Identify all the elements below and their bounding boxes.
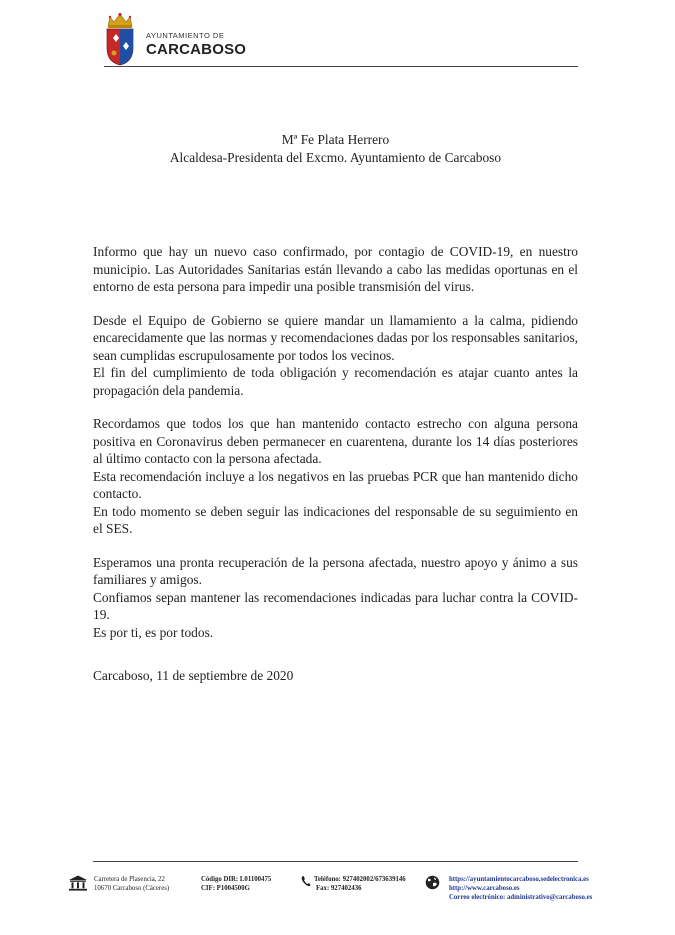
email-link[interactable]: Correo electrónico: administrativo@carcaboso.es [449,894,593,901]
signer-name: Mª Fe Plata Herrero [281,132,390,147]
web-link[interactable]: https://ayuntamientocarcaboso.sedelectronica.es [449,876,589,883]
org-subtitle: AYUNTAMIENTO DE [146,31,225,40]
org-name: CARCABOSO [146,41,247,58]
footer-web [449,875,592,902]
letterhead [104,12,578,68]
signer-block [93,131,578,167]
paragraph-line: Recordamos que todos los que han mantenido contacto estrecho con alguna persona positiva en Coronavirus deben permanecer en cuarentena, durante los 14 días posteriores al último contacto con la persona afectada. [93,416,578,466]
paragraph-4 [93,554,578,642]
paragraph-line: Esta recomendación incluye a los negativos en las pruebas PCR que han mantenido dicho contacto. [93,468,578,501]
paragraph-line: Esperamos una pronta recuperación de la persona afectada, nuestro apoyo y ánimo a sus familiares y amigos. [93,554,578,587]
crest-icon [104,12,136,66]
footer-divider [93,861,578,862]
phone-icon [301,875,311,887]
header-divider [104,66,578,67]
address-line: 10670 Carcaboso (Cáceres) [94,885,170,892]
paragraph-line: Desde el Equipo de Gobierno se quiere mandar un llamamiento a la calma, pidiendo encarecidamente que las normas y recomendaciones dadas por los responsables sanitarios, sean cumplidas escrupulosamente por todos los vecinos. [93,312,578,363]
paragraph-line: El fin del cumplimiento de toda obligación y recomendación es atajar cuanto antes la propagación dela pandemia. [93,365,578,398]
code-dir: Código DIR: L01100475 [201,876,272,883]
address-line: Carretera de Plasencia, 22 [94,876,165,883]
footer-address [94,875,169,893]
building-icon [68,875,88,891]
footer-codes [201,875,271,893]
fax-line: Fax: 927402436 [316,885,362,892]
date-line: Carcaboso, 11 de septiembre de 2020 [93,668,294,683]
phone-line: Teléfono: 927402002/673639146 [314,876,406,883]
paragraph-2 [93,312,578,400]
web-link[interactable]: http://www.carcaboso.es [449,885,520,892]
paragraph-line: Es por ti, es por todos. [93,624,214,640]
paragraph-1 [93,243,578,296]
signer-role: Alcaldesa-Presidenta del Excmo. Ayuntamiento de Carcaboso [169,150,502,165]
globe-icon [425,875,440,890]
paragraph-line: Confiamos sepan mantener las recomendaciones indicadas para luchar contra la COVID-19. [93,589,578,622]
paragraph-3 [93,415,578,538]
footer-phones [314,875,406,893]
code-cif: CIF: P1004500G [201,885,250,892]
letter-body [93,243,578,657]
paragraph-line: Informo que hay un nuevo caso confirmado, por contagio de COVID-19, en nuestro municipio. Las Autoridades Sanitarias están llevando a cabo las medidas oportunas en el entorno de esta persona para impedir una posible transmisión del virus. [93,244,578,294]
paragraph-line: En todo momento se deben seguir las indicaciones del responsable de su seguimiento en el SES. [93,503,578,536]
